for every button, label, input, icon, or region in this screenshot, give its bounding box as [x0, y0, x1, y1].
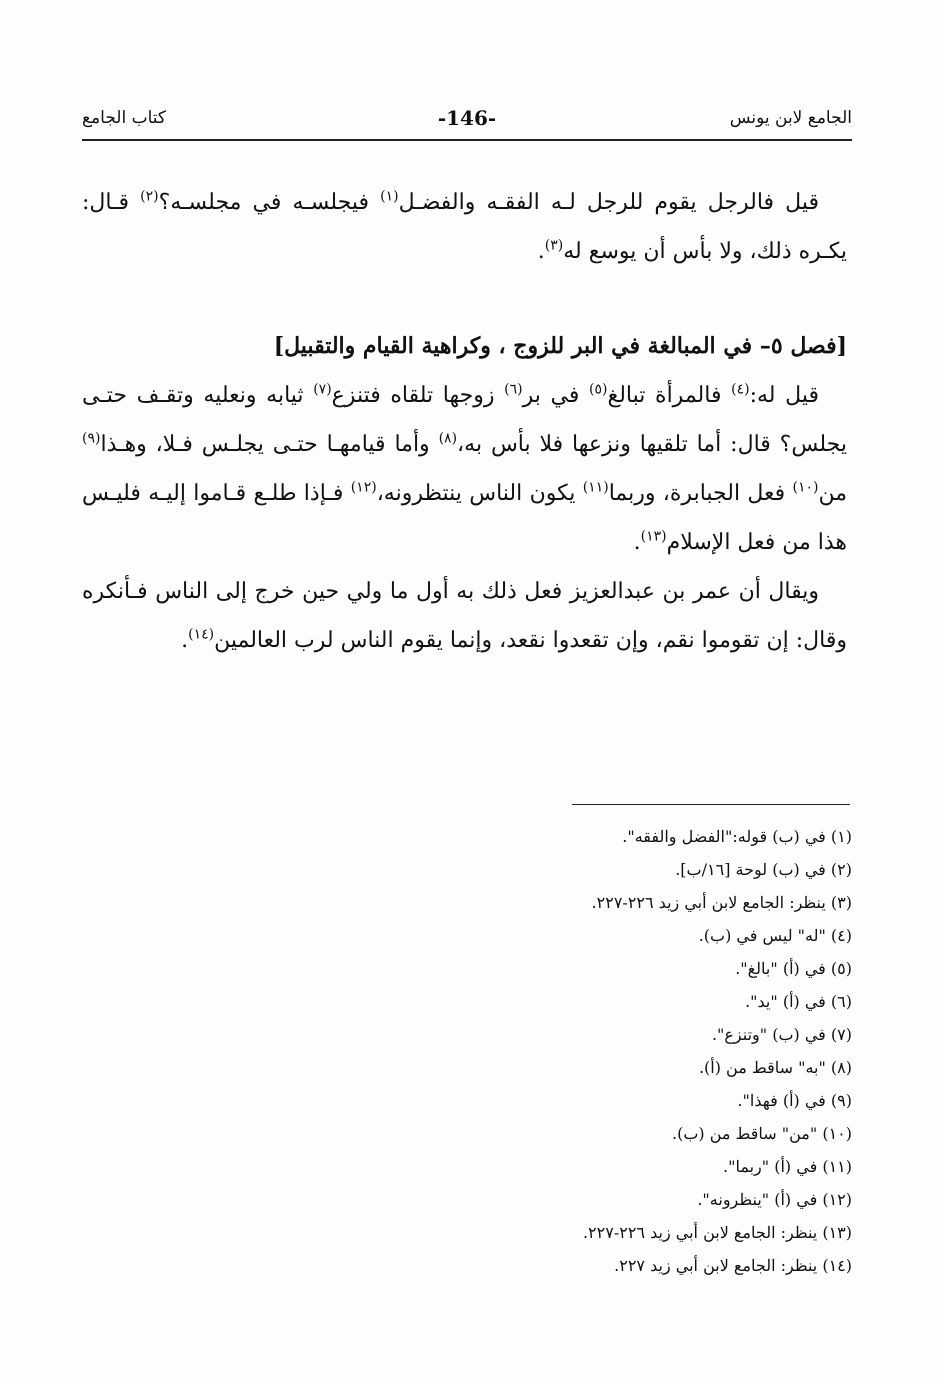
text-run: وأما قيامهـا حتـى يجلـس فـلا، وهـذا — [100, 432, 439, 457]
footnote-item: (٨) "به" ساقط من (أ). — [698, 1058, 852, 1077]
text-run: يكون الناس ينتظرونه، — [376, 481, 583, 506]
text-run: ويقال أن عمر بن عبدالعزيز فعل ذلك به أول ما ولي حين خرج إلى الناس فـأنكره وقال: إن تقوموا نقم، وإن تقعدوا نقعد، وإنما يقوم الناس لرب العالمين — [82, 579, 847, 653]
footnote-item: (١٣) ينظر: الجامع لابن أبي زيد ٢٢٦-٢٢٧. — [582, 1223, 852, 1242]
text-run: . — [537, 239, 545, 264]
section-heading: [فصل ٥– في المبالغة في البر للزوج ، وكراهية القيام والتقبيل] — [273, 333, 847, 359]
text-run: فعل الجبابرة، وربما — [608, 481, 793, 506]
header-rule — [82, 139, 852, 141]
footnote-item: (٧) في (ب) "وتنزع". — [711, 1025, 852, 1044]
main-text — [82, 178, 847, 665]
footnote-ref: (١٠) — [792, 479, 819, 496]
footnote-item: (١٠) "من" ساقط من (ب). — [672, 1124, 852, 1143]
footnote-item: (١١) في (أ) "ربما". — [723, 1157, 852, 1176]
text-run: في بر — [522, 383, 590, 408]
footnote-ref: (٤) — [731, 381, 750, 398]
footnote-ref: (٦) — [504, 381, 523, 398]
text-run: ثيابه ونعليه وتقـف حتـى يجلس؟ قال: أما تلقيها ونزعها فلا بأس به، — [82, 383, 847, 457]
page-number: -146- — [437, 106, 497, 130]
footnote-ref: (١٣) — [640, 528, 667, 545]
footnote-ref: (٧) — [313, 381, 332, 398]
footnote-ref: (١٢) — [350, 479, 377, 496]
footnote-ref: (١) — [380, 188, 399, 205]
footnote-item: (٢) في (ب) لوحة [١٦/ب]. — [675, 860, 852, 879]
running-header — [82, 108, 852, 138]
footnote-item: (٩) في (أ) فهذا". — [737, 1091, 852, 1110]
text-run: قـال: يكـره ذلك، ولا بأس أن يوسع له — [82, 190, 847, 264]
footnote-item: (٥) في (أ) "بالغ". — [735, 959, 852, 978]
footnote-item: (١٢) في (أ) "ينظرونه". — [697, 1190, 852, 1209]
footnote-ref: (٢) — [140, 188, 159, 205]
text-run: فالمرأة تبالغ — [607, 383, 732, 408]
footnote-item: (١٤) ينظر: الجامع لابن أبي زيد ٢٢٧. — [614, 1256, 852, 1275]
paragraph-3 — [82, 567, 847, 665]
text-run: . — [633, 530, 641, 555]
paragraph-1 — [82, 178, 847, 276]
text-run: قيل له: — [749, 383, 819, 408]
footnote-ref: (١١) — [582, 479, 609, 496]
text-run: . — [181, 628, 189, 653]
text-run: فـإذا طلـع قـاموا إليـه فليـس هذا من فعل الإسلام — [82, 481, 847, 555]
footnote-ref: (٨) — [438, 430, 458, 447]
header-book-title: الجامع لابن يونس — [729, 108, 852, 128]
footnote-item: (٣) ينظر: الجامع لابن أبي زيد ٢٢٦-٢٢٧. — [591, 893, 852, 912]
paragraph-2 — [82, 371, 847, 567]
text-run: فيجلسـه في مجلسـه؟ — [158, 190, 381, 215]
footnote-ref: (٩) — [82, 430, 101, 447]
footnote-item: (٦) في (أ) "يد". — [745, 992, 852, 1011]
text-run: من — [818, 481, 848, 506]
footnote-item: (٤) "له" ليس في (ب). — [698, 926, 852, 945]
footnote-ref: (٥) — [589, 381, 608, 398]
footnote-ref: (١٤) — [188, 626, 215, 643]
footnote-ref: (٣) — [544, 237, 564, 254]
text-run: قيل فالرجل يقوم للرجل لـه الفقـه والفضـل — [398, 190, 819, 215]
text-run: زوجها تلقاه فتنزع — [331, 383, 505, 408]
footnote-rule — [572, 804, 850, 805]
footnotes-list — [152, 820, 852, 1282]
footnote-item: (١) في (ب) قوله:"الفضل والفقه". — [622, 827, 852, 846]
header-chapter-title: كتاب الجامع — [82, 108, 167, 128]
